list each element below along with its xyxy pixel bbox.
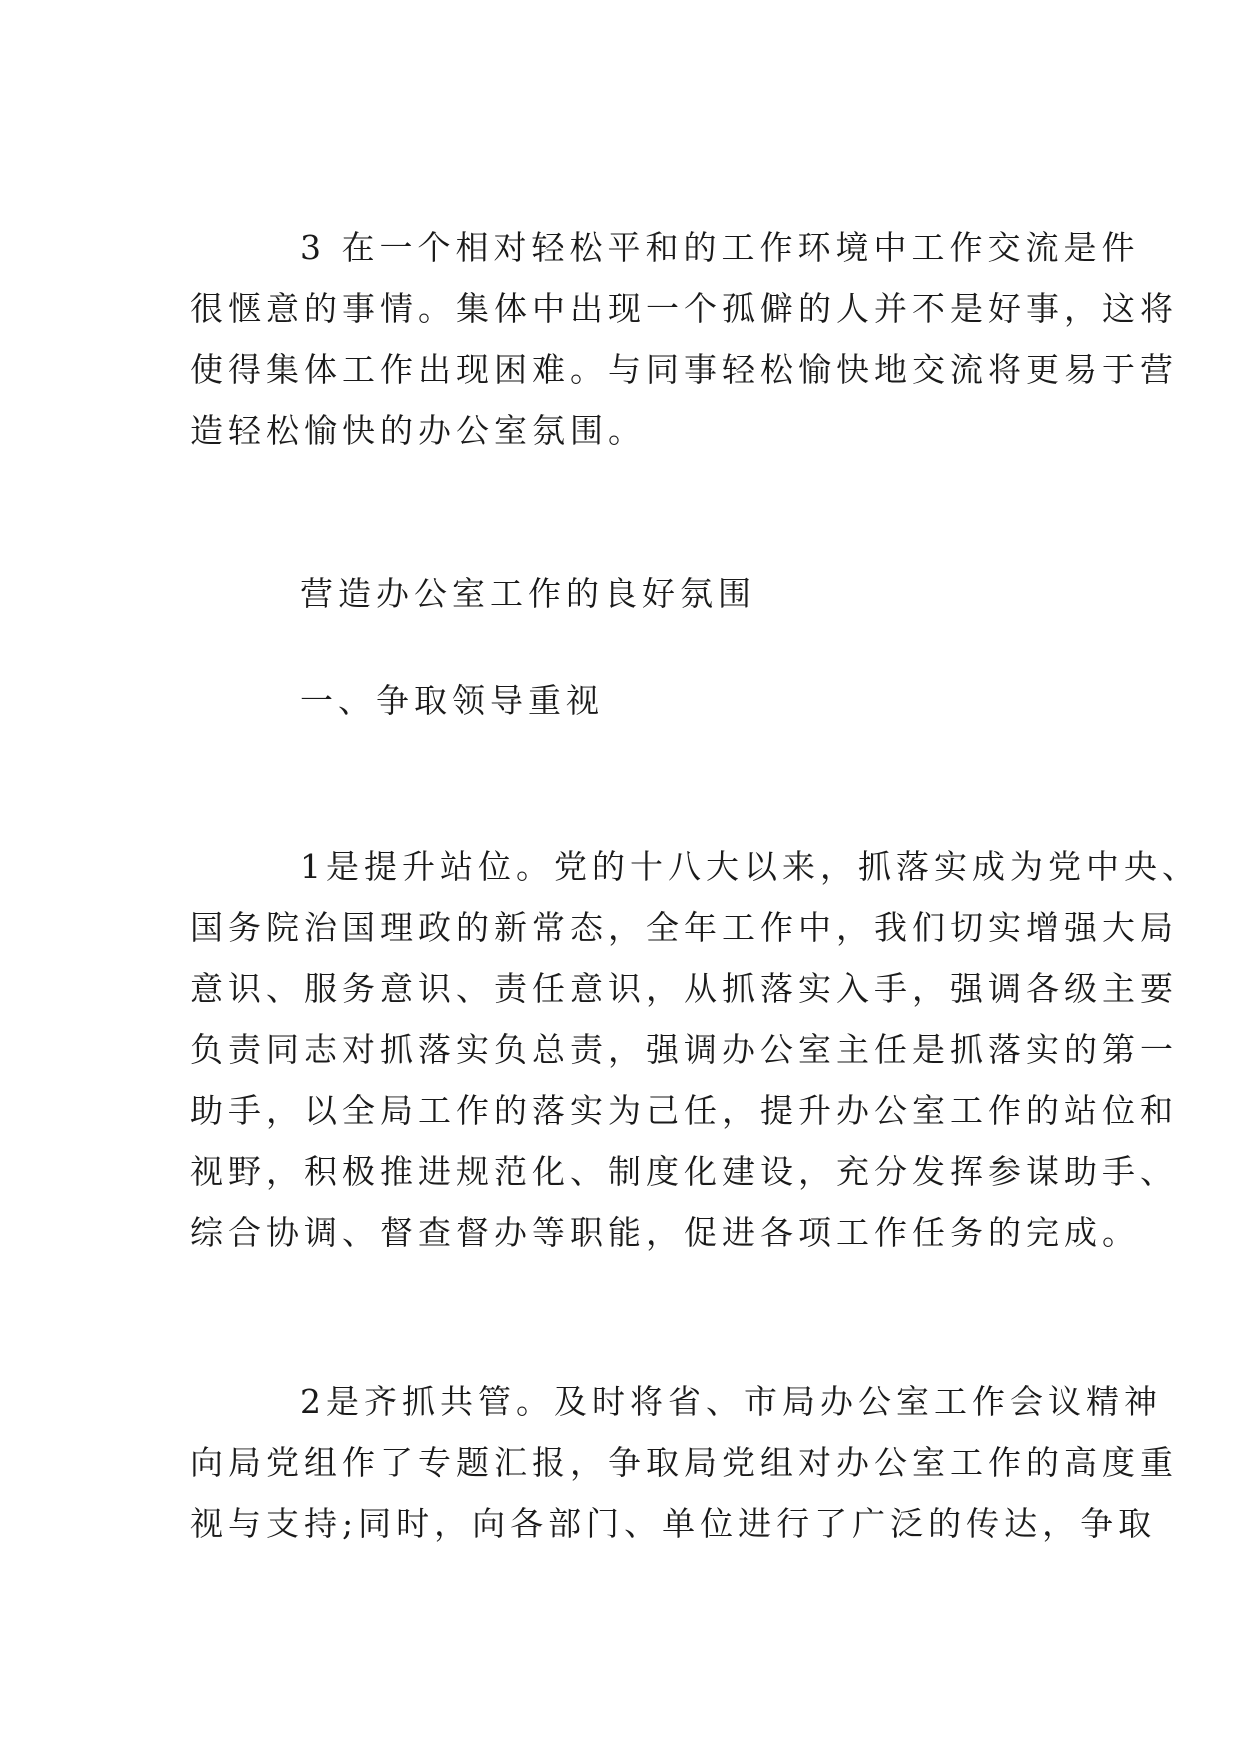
paragraph-line: 向局党组作了专题汇报，争取局党组对办公室工作的高度重 [190,1443,1178,1482]
paragraph-1 [190,836,1200,1263]
paragraph-line: 视野，积极推进规范化、制度化建设，充分发挥参谋助手、 [190,1152,1178,1191]
paragraph-line: 助手，以全局工作的落实为己任，提升办公室工作的站位和 [190,1091,1178,1130]
subsection-heading [190,670,1050,731]
paragraph-line: 造轻松愉快的办公室氛围。 [190,411,646,450]
paragraph-line: 意识、服务意识、责任意识，从抓落实入手，强调各级主要 [190,969,1178,1008]
paragraph-line: 1是提升站位。党的十八大以来，抓落实成为党中央、 [300,847,1200,886]
section-heading-text: 营造办公室工作的良好氛围 [300,574,756,613]
paragraph-line: 负责同志对抓落实负总责，强调办公室主任是抓落实的第一 [190,1030,1178,1069]
paragraph-line: 综合协调、督查督办等职能，促进各项工作任务的完成。 [190,1213,1140,1252]
paragraph-line: 2是齐抓共管。及时将省、市局办公室工作会议精神 [300,1382,1162,1421]
paragraph-2 [190,1371,1178,1554]
paragraph-line: 3 在一个相对轻松平和的工作环境中工作交流是件 [300,228,1140,267]
paragraph-line: 视与支持;同时，向各部门、单位进行了广泛的传达，争取 [190,1504,1157,1543]
paragraph-line: 使得集体工作出现困难。与同事轻松愉快地交流将更易于营 [190,350,1178,389]
paragraph-3 [190,217,1178,461]
paragraph-line: 很惬意的事情。集体中出现一个孤僻的人并不是好事，这将 [190,289,1178,328]
subsection-heading-text: 一、争取领导重视 [300,681,604,720]
section-heading [190,563,1050,624]
paragraph-line: 国务院治国理政的新常态，全年工作中，我们切实增强大局 [190,908,1178,947]
